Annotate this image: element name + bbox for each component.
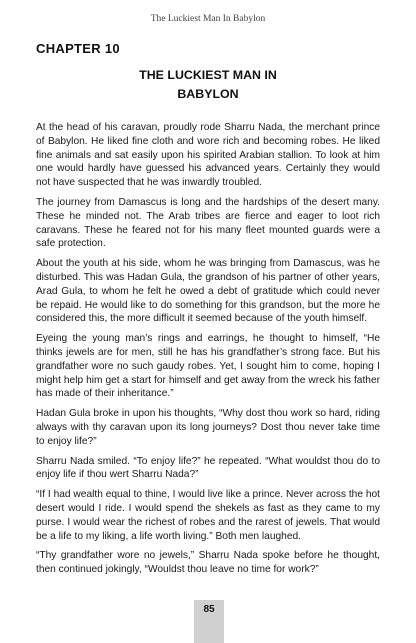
paragraph: The journey from Damascus is long and the hardships of the desert many. These he minded not. The Arab tribes are fierce and eager to loot rich caravans. These he feared not for his many fleet mounted guards were a safe protection. — [36, 196, 380, 250]
body-text — [36, 121, 380, 583]
paragraph: Eyeing the young man’s rings and earrings, he thought to himself, “He thinks jewels are for men, still he has his grandfather’s strong face. But his grandfather wore no such gaudy robes. Yet, I sought him to come, hoping I might help him get a start for himself and get away from the wreck his father has made of their inheritance.” — [36, 333, 380, 400]
paragraph: At the head of his caravan, proudly rode Sharru Nada, the merchant prince of Babylon. He liked fine cloth and wore rich and becoming robes. He liked fine animals and sat easily upon his spirited Arabian stallion. To look at him one would hardly have guessed his advanced years. Certainly they would not have suspected that he was inwardly troubled. — [36, 122, 380, 189]
running-head: The Luckiest Man In Babylon — [150, 14, 266, 24]
paragraph: “Thy grandfather wore no jewels,” Sharru Nada spoke before he thought, then continued jokingly, “Wouldst thou leave no time for work?” — [36, 550, 380, 576]
chapter-title-line-2: BABYLON — [177, 87, 239, 101]
paragraph: About the youth at his side, whom he was bringing from Damascus, was he disturbed. This was Hadan Gula, the grandson of his partner of other years, Arad Gula, to whom he felt he owed a debt of gratitude which could never be repaid. He would like to do something for this grandson, but the more he considered this, the more difficult it seemed because of the youth himself. — [36, 258, 380, 325]
chapter-label: CHAPTER 10 — [36, 41, 120, 56]
paragraph: Hadan Gula broke in upon his thoughts, “Why dost thou work so hard, riding always with thy caravan upon its long journeys? Dost thou never take time to enjoy life?” — [36, 408, 380, 447]
chapter-title — [0, 66, 416, 104]
paragraph: “If I had wealth equal to thine, I would live like a prince. Never across the hot desert would I ride. I would spend the shekels as fast as they came to my purse. I would wear the richest of robes and the rarest of jewels. That would be a life to my liking, a life worth living.” Both men laughed. — [36, 489, 380, 542]
page-number: 85 — [203, 604, 215, 615]
paragraph: Sharru Nada smiled. “To enjoy life?” he repeated. “What wouldst thou do to enjoy life if thou wert Sharru Nada?” — [36, 455, 380, 481]
chapter-title-line-1: THE LUCKIEST MAN IN — [139, 68, 277, 82]
